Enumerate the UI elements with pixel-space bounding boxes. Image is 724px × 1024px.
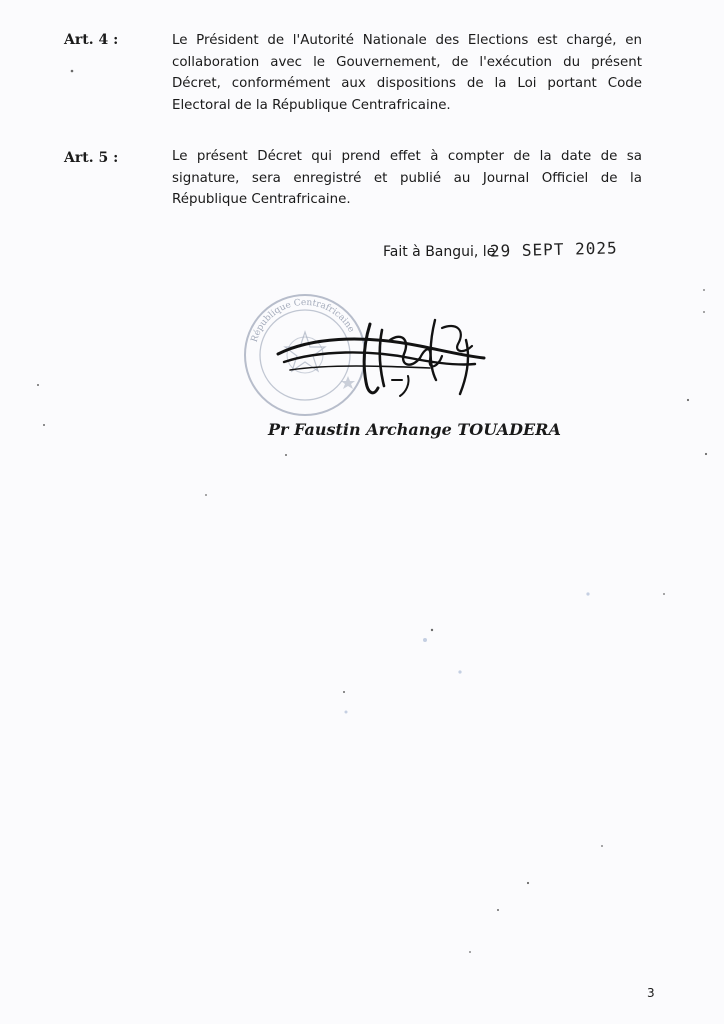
article-4-label: Art. 4 : [64,32,119,48]
article-5-label: Art. 5 : [64,150,119,166]
article-4-text: Le Président de l'Autorité Nationale des Elections est chargé, en collaboration avec le Gouvernement, de l'exécution du présent Décret, conformément aux dispositions de la Loi portant Code Electoral de la République Centrafricaine. [172,33,642,113]
place-date-line: Fait à Bangui, le [383,244,496,260]
page-number: 3 [647,986,655,1000]
article-5-text: Le présent Décret qui prend effet à compter de la date de sa signature, sera enregistré et publié au Journal Officiel de la République Centrafricaine. [172,149,642,207]
signatory-name: Pr Faustin Archange TOUADERA [268,420,561,439]
handwritten-signature [270,310,500,410]
seal-text: République Centrafricaine [249,297,356,344]
stamped-date: 29 SEPT 2025 [489,238,618,261]
